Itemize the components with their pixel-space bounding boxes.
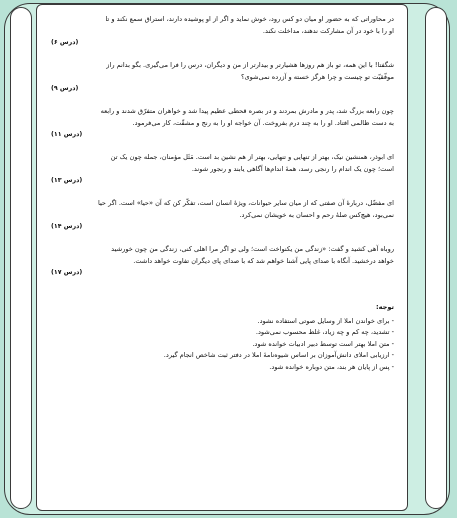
lesson-reference: (درس ۱۷): [51, 269, 83, 276]
paragraph-line: است؛ چون یک اندام را رنجی رسد، همهٔ اندام‌ها آگاهی یابند و رنجور شوند.: [191, 165, 394, 173]
paragraph: [51, 105, 394, 141]
note-item: - پس از پایان هر بند، متن دوباره خوانده شود.: [269, 362, 394, 371]
paragraph-line: او را با خود در آن مشارکت ندهند، مداخلت نکند.: [262, 27, 394, 35]
lesson-reference: (درس ۶): [51, 39, 79, 46]
right-border-column: [425, 7, 447, 509]
paragraph-line: شگفتا! با این همه، تو باز هم روزها هشیارتر و بیدارتر از من و دیگران، درس را فرا می‌گیری. بگو بدانم راز: [106, 61, 394, 69]
paragraph-line: به دست ظالمی افتاد. او را به چند درم بفروخت. آن خواجه او را به رنج و مشقّت، کار می‌فرمود.: [132, 119, 394, 127]
lesson-reference: (درس ۱۱): [51, 131, 83, 138]
paragraph: [51, 59, 394, 95]
paragraph: [51, 197, 394, 233]
note-item: - تشدید، چه کم و چه زیاد، غلط محسوب نمی‌شود.: [255, 328, 394, 336]
paragraph: [51, 13, 394, 49]
left-border-column: [10, 7, 32, 509]
notes-list: [51, 316, 394, 374]
paragraph-line: روباه آهی کشید و گفت: «زندگی من یکنواخت است؛ ولی تو اگر مرا اهلی کنی، زندگی من چون خورشید: [111, 245, 394, 253]
lesson-reference: (درس ۱۴): [51, 223, 83, 230]
paragraph-line: نمی‌بود، هیچ‌کس صلهٔ رحم و احسان به خویشان نمی‌کرد.: [239, 211, 394, 219]
paragraph-line: در محاوراتی که به حضور او میان دو کس رود، خوش نماید و اگر از او پوشیده دارند، استراق سمع نکند و تا: [105, 15, 394, 23]
dictation-text: [51, 13, 394, 279]
paragraph-line: خواهد درخشید. آنگاه با صدای پایی آشنا خواهم شد که با صدای پای دیگران تفاوت خواهد داشت.: [133, 257, 394, 265]
paragraph-line: موفّقیّت تو چیست و چرا هرگز خسته و آزرده نمی‌شوی؟: [240, 73, 394, 81]
paragraph-line: ای ابوذر، همنشین نیک، بهتر از تنهایی و تنهایی، بهتر از هم نشین بد است. مَثَل مؤمنان، جمله چون یک تن: [110, 153, 394, 161]
lesson-reference: (درس ۱۳): [51, 177, 83, 184]
note-item: - ارزیابی املای دانش‌آموزان بر اساس شیوه‌نامهٔ املا در دفتر ثبت شاخص انجام گیرد.: [163, 351, 394, 359]
note-item: - متن املا بهتر است توسط دبیر ادبیات خوانده شود.: [252, 339, 394, 348]
lesson-reference: (درس ۹): [51, 85, 79, 92]
paragraph: [51, 151, 394, 187]
paragraph-line: ای مفضّل، دربارهٔ آن صفتی که از میان سایر حیوانات، ویژهٔ انسان است، تفکّر کن که آن «حیا» است. اگر حیا: [97, 199, 394, 207]
paragraph: [51, 243, 394, 279]
paragraph-line: چون رابعه بزرگ شد، پدر و مادرش بمردند و در بصره قحطی عظیم پیدا شد و خواهران متفرّق شدند و رابعه: [100, 107, 394, 115]
notes-section: [51, 302, 394, 373]
notes-heading: توجه:: [376, 303, 394, 311]
note-item: - برای خواندن املا از وسایل صوتی استفاده نشود.: [257, 316, 394, 325]
